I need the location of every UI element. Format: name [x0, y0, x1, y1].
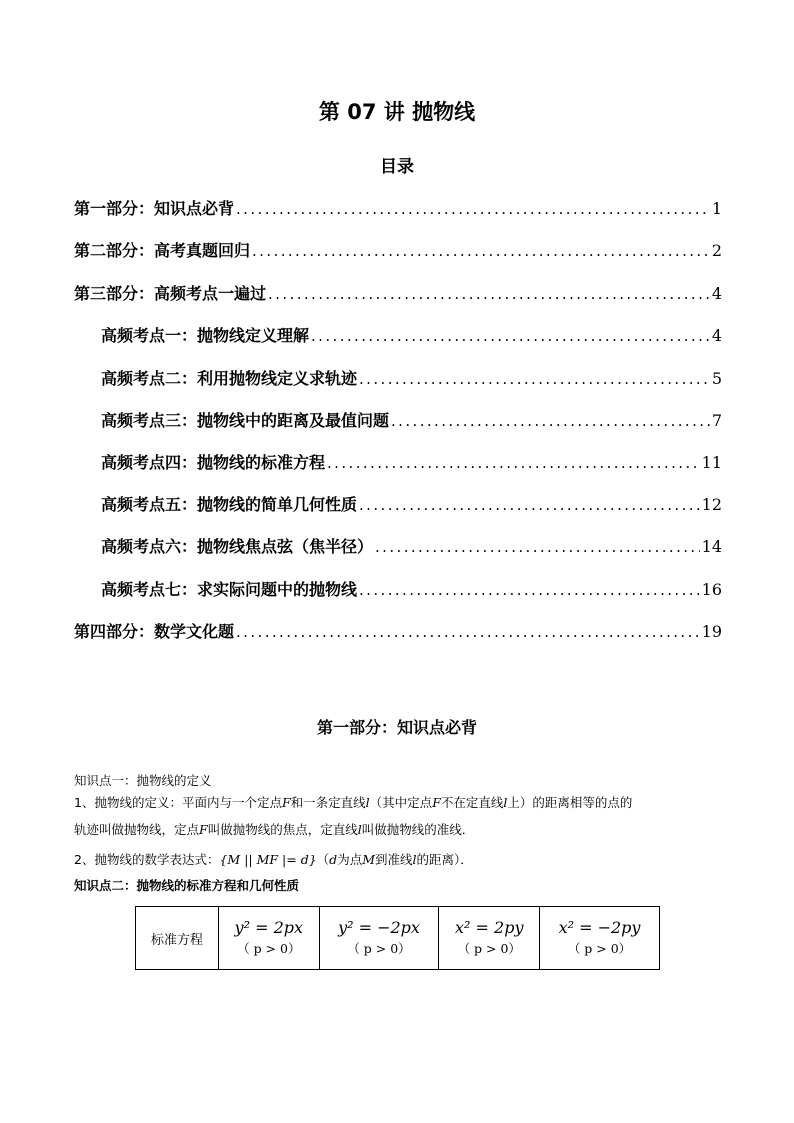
toc-entry-label: 第一部分：知识点必背: [74, 199, 235, 218]
toc-entry[interactable]: [74, 281, 722, 305]
toc-entry-page: 1: [711, 199, 722, 218]
toc-entry-label: 高频考点三：抛物线中的距离及最值问题: [101, 411, 390, 430]
toc-leader: [252, 242, 710, 260]
table-cell: [219, 907, 320, 970]
table-cell: [319, 907, 439, 970]
standard-equation-table: [135, 906, 660, 970]
toc-entry[interactable]: [101, 408, 722, 432]
math-var: l: [357, 822, 362, 837]
toc-entry[interactable]: [101, 366, 722, 390]
toc-entry-page: 12: [701, 495, 722, 514]
knowledge-point-1-expression: [74, 851, 724, 869]
toc-entry[interactable]: [101, 534, 722, 558]
page-title: 第 07 讲 抛物线: [318, 100, 476, 124]
toc-entry-page: 19: [701, 622, 722, 641]
math-var: F: [432, 795, 441, 810]
toc-entry-label: 高频考点一：抛物线定义理解: [101, 326, 310, 345]
toc-entry-label: 第三部分：高频考点一遍过: [74, 284, 267, 303]
toc-leader: [236, 623, 700, 641]
toc-heading: 目录: [380, 157, 414, 177]
text-run: 叫做抛物线的准线．: [361, 822, 475, 837]
toc-entry-page: 14: [701, 537, 722, 556]
table-cell: [439, 907, 540, 970]
text-run: 到准线: [375, 852, 413, 867]
condition: （ p > 0）: [237, 941, 301, 956]
toc-entry[interactable]: [101, 492, 722, 516]
table-cell: [540, 907, 660, 970]
equation: y² = 2px: [234, 918, 304, 937]
condition: （ p > 0）: [457, 941, 521, 956]
math-var: l: [412, 852, 417, 867]
text-run: 的距离）．: [416, 852, 473, 867]
math-var: F: [281, 795, 291, 810]
math-var: F: [199, 822, 208, 837]
toc-leader: [359, 370, 710, 388]
math-var: l: [365, 795, 370, 810]
text-run: 轨迹叫做抛物线，定点: [74, 822, 200, 837]
toc-leader: [375, 538, 700, 556]
toc-entry[interactable]: [74, 238, 722, 262]
math-var: l: [503, 795, 508, 810]
toc-entry[interactable]: [74, 619, 722, 643]
table-row-header: 标准方程: [136, 907, 219, 970]
text-run: （其中定点: [369, 795, 433, 810]
toc-entry-page: 7: [711, 411, 722, 430]
table-row: [136, 907, 660, 970]
toc-entry-page: 5: [711, 369, 722, 388]
toc-entry-page: 11: [701, 453, 722, 472]
toc-entry-page: 2: [711, 241, 722, 260]
toc-entry-label: 第四部分：数学文化题: [74, 622, 235, 641]
text-run: 为点: [337, 852, 363, 867]
knowledge-point-1-title: 知识点一：抛物线的定义: [74, 773, 212, 788]
equation: x² = −2py: [558, 918, 641, 937]
knowledge-point-1-definition: [74, 794, 724, 812]
text-run: 2、抛物线的数学表达式：: [74, 852, 220, 867]
toc-leader: [236, 200, 710, 218]
toc-entry-label: 高频考点六：抛物线焦点弦（焦半径）: [101, 537, 374, 556]
text-run: （: [316, 852, 330, 867]
toc-leader: [359, 581, 700, 599]
math-var: d: [329, 852, 338, 867]
text-run: 叫做抛物线的焦点，定直线: [207, 822, 358, 837]
toc-entry[interactable]: [74, 196, 722, 220]
knowledge-point-1-definition-cont: [74, 821, 724, 839]
condition: （ p > 0）: [347, 941, 411, 956]
text-run: 1、抛物线的定义：平面内与一个定点: [74, 795, 282, 810]
knowledge-point-2-title: 知识点二：抛物线的标准方程和几何性质: [74, 878, 300, 893]
toc-entry[interactable]: [101, 577, 722, 601]
toc-entry-page: 4: [711, 326, 722, 345]
condition: （ p > 0）: [567, 941, 632, 956]
toc-entry-label: 第二部分：高考真题回归: [74, 241, 251, 260]
math-var: M: [362, 852, 376, 867]
text-run: 和一条定直线: [290, 795, 366, 810]
section-heading: 第一部分：知识点必背: [316, 718, 477, 737]
toc-entry-page: 16: [701, 580, 722, 599]
toc-entry-page: 4: [711, 284, 722, 303]
toc-entry[interactable]: [101, 450, 722, 474]
toc-entry-label: 高频考点四：抛物线的标准方程: [101, 453, 326, 472]
text-run: 上）的距离相等的点的: [507, 795, 633, 810]
toc-leader: [359, 496, 700, 514]
toc-leader: [268, 285, 710, 303]
text-run: 不在定直线: [440, 795, 504, 810]
equation: y² = −2px: [338, 918, 420, 937]
toc-entry[interactable]: [101, 323, 722, 347]
toc-leader: [391, 412, 710, 430]
equation: x² = 2py: [455, 918, 524, 937]
toc-leader: [311, 327, 710, 345]
math-expression: {M || MF |= d}: [219, 852, 317, 867]
toc-entry-label: 高频考点七：求实际问题中的抛物线: [101, 580, 358, 599]
toc-entry-label: 高频考点五：抛物线的简单几何性质: [101, 495, 358, 514]
toc-leader: [327, 454, 700, 472]
toc-entry-label: 高频考点二：利用抛物线定义求轨迹: [101, 369, 358, 388]
